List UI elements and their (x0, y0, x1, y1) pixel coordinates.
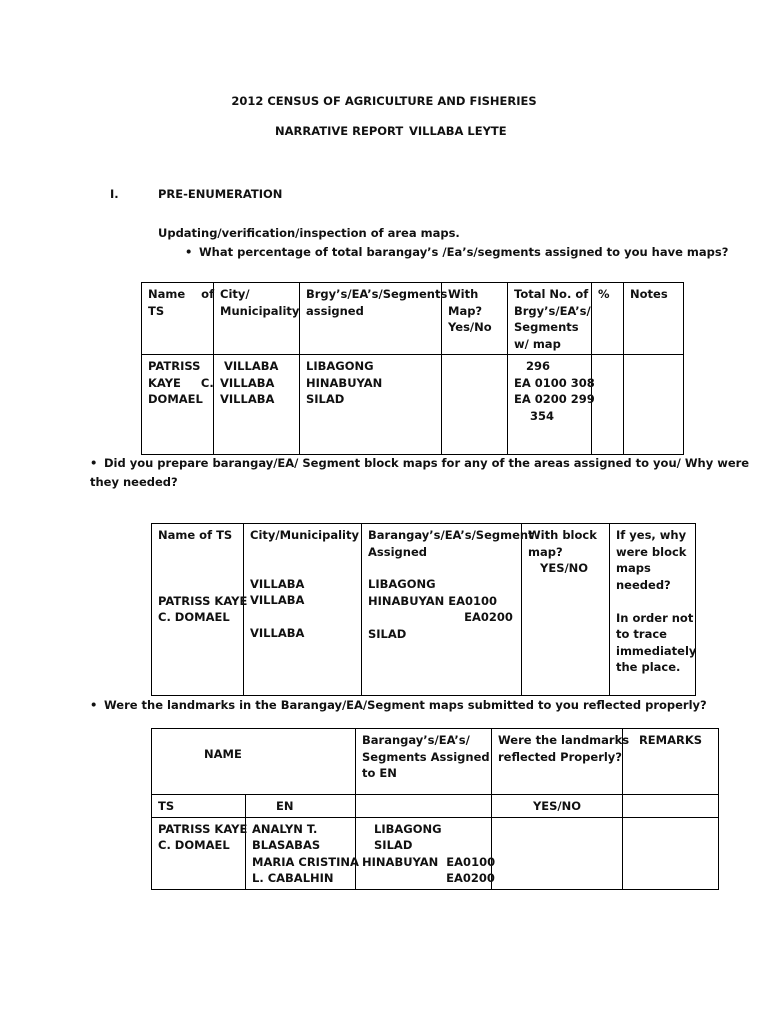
cell-percent (592, 355, 624, 455)
subheader-en: EN (246, 795, 356, 818)
header-name-label: NAME (204, 747, 242, 761)
bullet-icon: • (90, 456, 98, 470)
cell-en-names: ANALYN T. BLASABAS MARIA CRISTINA L. CABALHIN (246, 817, 356, 889)
header-name-of-ts: Name of TS (158, 528, 233, 542)
cell-with-map (442, 355, 508, 455)
section-number: I. (110, 187, 119, 201)
header-city: City/ Municipality (214, 283, 300, 355)
cell-notes (624, 355, 684, 455)
question-2-text: Did you prepare barangay/EA/ Segment block maps for any of the areas assigned to you/ Why were (104, 456, 750, 470)
question-1-text: What percentage of total barangay’s /Ea’s/segments assigned to you have maps? (199, 245, 729, 259)
report-location: VILLABA LEYTE (409, 124, 507, 138)
subheader-ts: TS (152, 795, 246, 818)
header-name (152, 729, 356, 795)
question-1 (185, 244, 728, 261)
maps-percentage-table (141, 282, 684, 455)
header-notes: Notes (624, 283, 684, 355)
table-row (152, 817, 719, 889)
table-header-row (152, 729, 719, 795)
bullet-icon: • (90, 698, 98, 712)
cell-remarks (623, 817, 719, 889)
header-percent: % (592, 283, 624, 355)
header-name-of-ts: Name of TS (142, 283, 214, 355)
cell-ts-name: PATRISS KAYE C. DOMAEL (142, 355, 214, 455)
section-heading: PRE-ENUMERATION (158, 187, 283, 201)
cell-segment-values: LIBAGONG HINABUYAN EA0100 EA0200 SILAD (368, 577, 513, 641)
question-2 (90, 455, 749, 472)
cell-segments: LIBAGONG SILAD HINABUYAN EA0100 EA0200 (356, 817, 492, 889)
header-remarks: REMARKS (623, 729, 719, 795)
cell-total: 296 EA 0100 308 EA 0200 299 354 (508, 355, 592, 455)
table-row (142, 355, 684, 455)
table-subheader-row (152, 795, 719, 818)
header-landmarks: Were the landmarks reflected Properly? (492, 729, 623, 795)
question-2-continued: they needed? (90, 475, 178, 489)
header-segments: Brgy’s/EA’s/Segments assigned (300, 283, 442, 355)
cell-segments (362, 524, 534, 696)
cell-city (244, 524, 362, 696)
subheader-empty (356, 795, 492, 818)
question-3-text: Were the landmarks in the Barangay/EA/Segment maps submitted to you reflected properly? (104, 698, 707, 712)
header-city: City/Municipality (250, 528, 359, 542)
block-maps-table (151, 523, 696, 696)
cell-ts-name: PATRISS KAYE C. DOMAEL (152, 817, 246, 889)
cell-city: VILLABA VILLABA VILLABA (214, 355, 300, 455)
question-3 (90, 697, 707, 714)
cell-ts-name: PATRISS KAYE C. DOMAEL (158, 593, 248, 624)
landmarks-table (151, 728, 719, 890)
header-why-needed: If yes, why were block maps needed? In order not to trace immediately the place. (610, 524, 696, 696)
cell-landmarks (492, 817, 623, 889)
report-subtitle: NARRATIVE REPORT (275, 124, 404, 138)
subheader-yes-no: YES/NO (492, 795, 623, 818)
header-segments: Barangay’s/EA’s/ Segments Assigned to EN (356, 729, 492, 795)
cell-name-of-ts (152, 524, 248, 696)
subheader-remarks-empty (623, 795, 719, 818)
cell-segments: LIBAGONG HINABUYAN SILAD (300, 355, 442, 455)
header-total: Total No. of Brgy’s/EA’s/ Segments w/ map (508, 283, 592, 355)
updating-line: Updating/verification/inspection of area maps. (158, 226, 460, 240)
header-segments: Barangay’s/EA’s/Segment Assigned (368, 528, 534, 559)
header-with-map: With Map? Yes/No (442, 283, 508, 355)
table-header-row (142, 283, 684, 355)
document-title: 2012 CENSUS OF AGRICULTURE AND FISHERIES (231, 94, 537, 108)
header-with-block-map: With block map? YES/NO (522, 524, 610, 696)
cell-city-values: VILLABA VILLABA VILLABA (250, 576, 305, 640)
bullet-icon: • (185, 245, 193, 259)
table-row (152, 524, 696, 696)
